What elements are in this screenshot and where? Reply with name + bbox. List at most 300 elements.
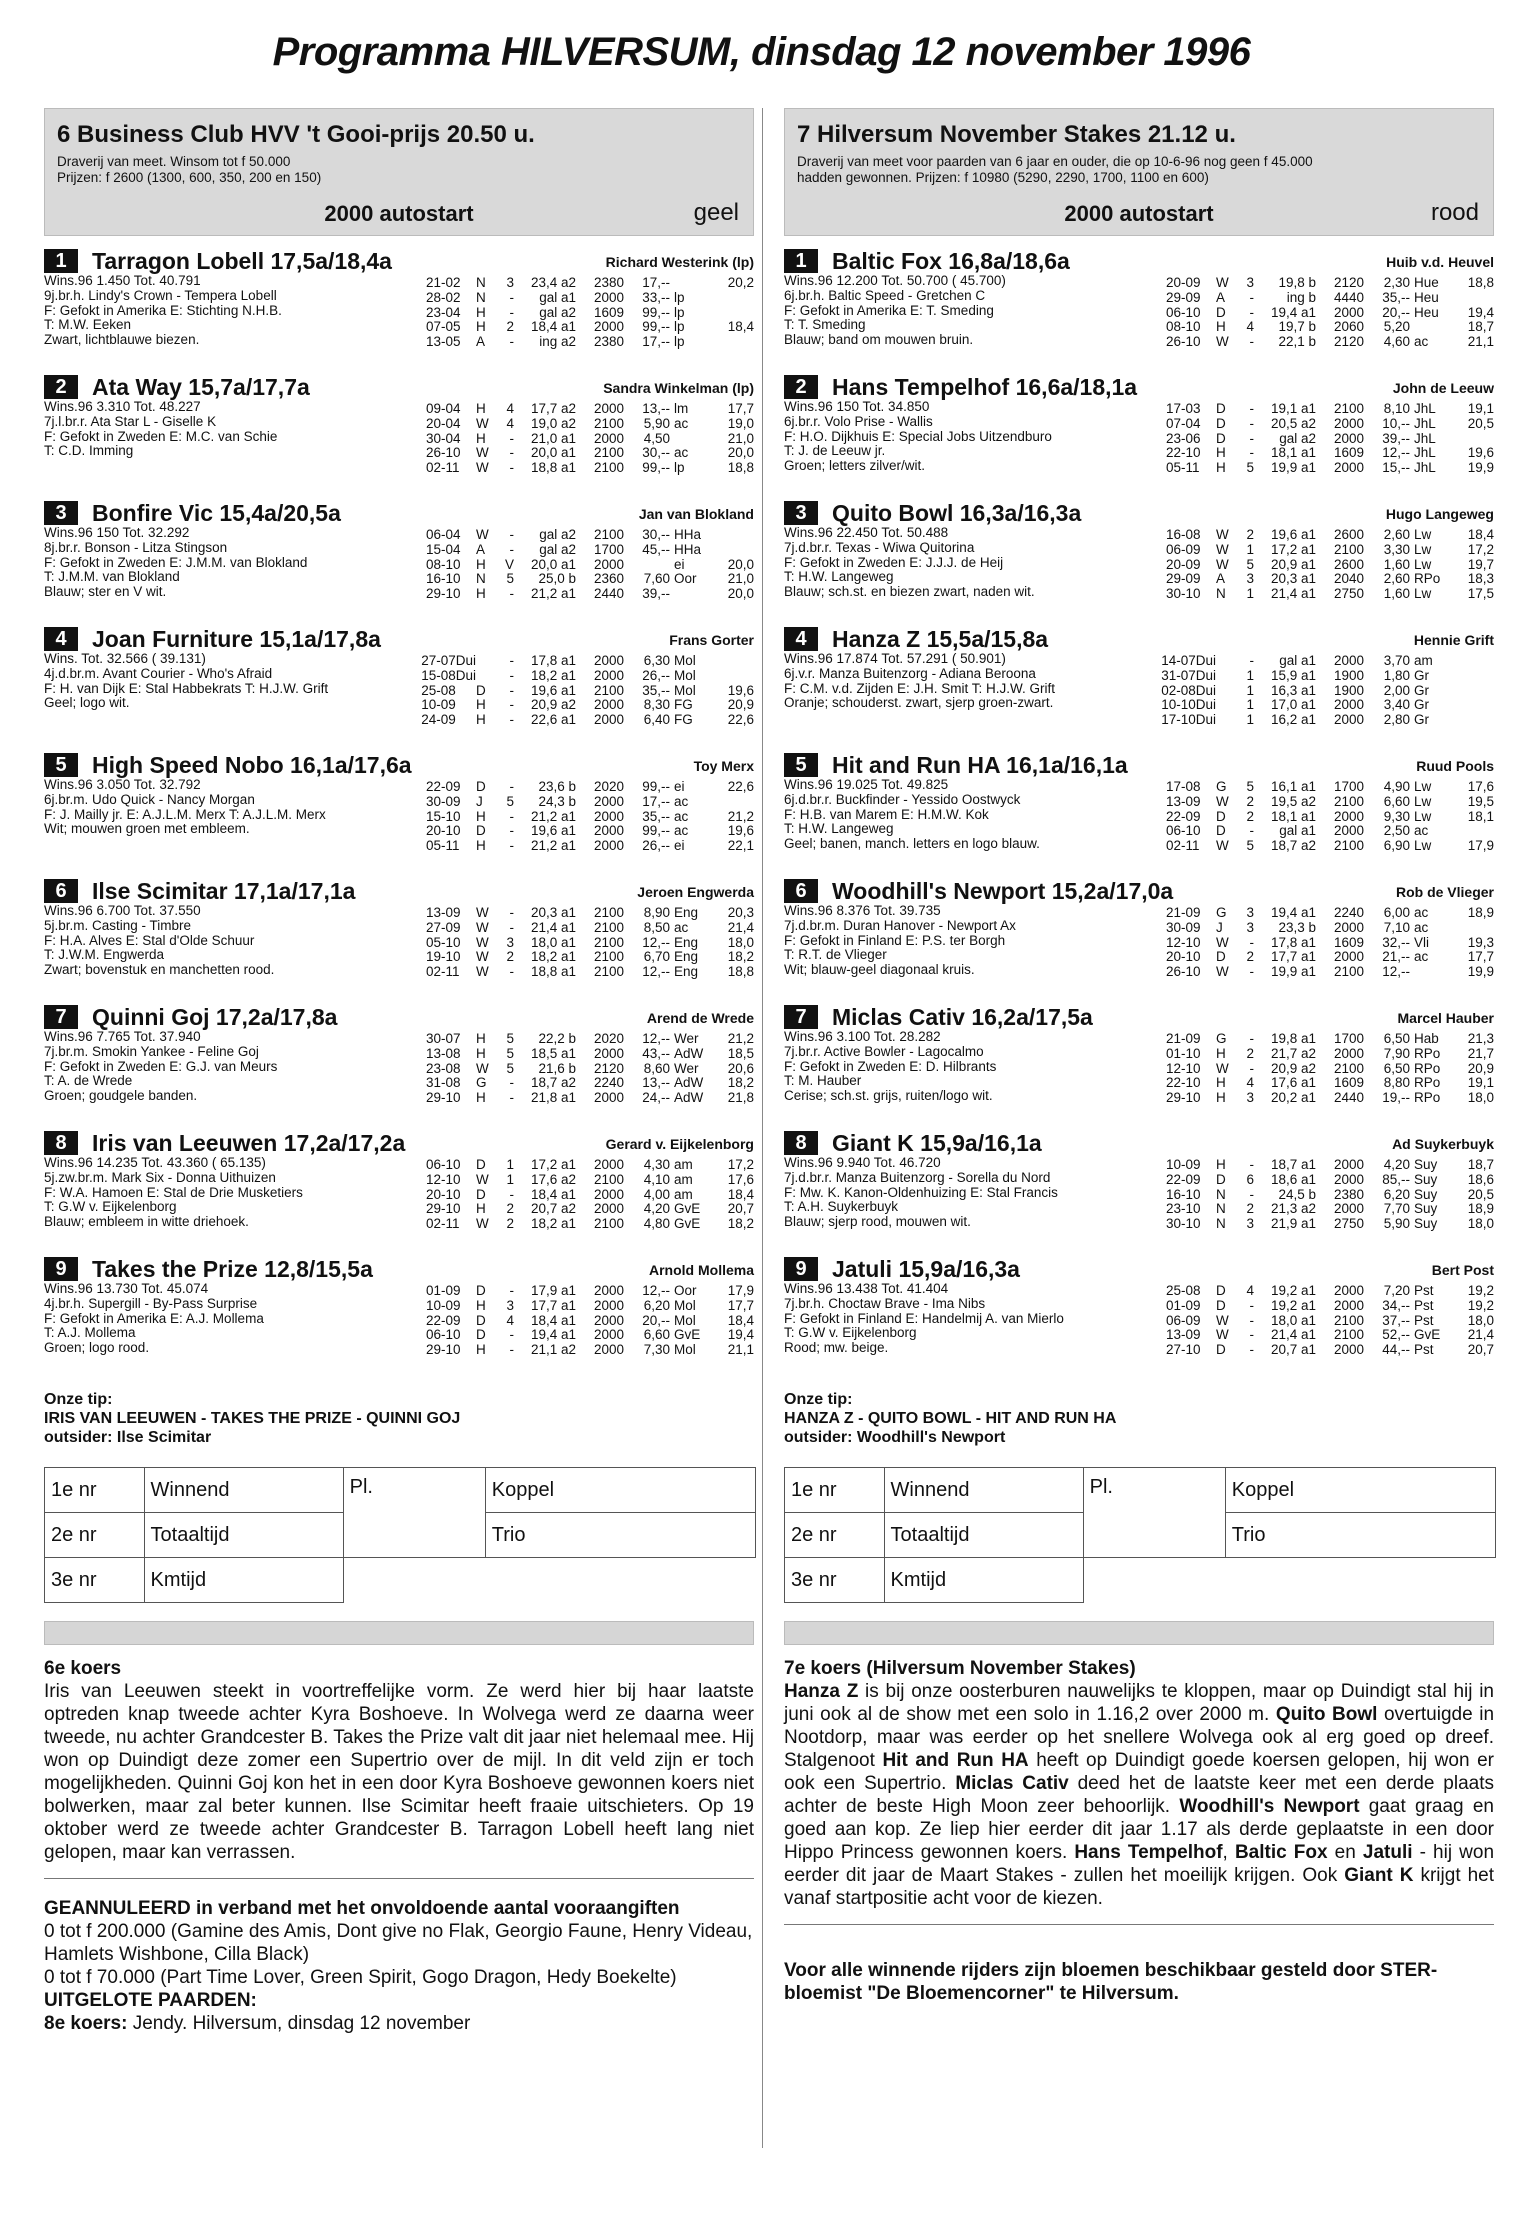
- race-conditions-line: hadden gewonnen. Prijzen: f 10980 (5290, 2290, 1700, 1100 en 600): [797, 170, 1209, 185]
- horse-info-line: 7j.d.br.m. Duran Hanover - Newport Ax: [784, 917, 1016, 933]
- run-cell: -: [1249, 823, 1254, 839]
- run-cell: W: [476, 1216, 489, 1232]
- trio-field[interactable]: Trio: [485, 1513, 755, 1558]
- result-form-table: [44, 1467, 756, 1603]
- horse-info-line: 6j.br.h. Baltic Speed - Gretchen C: [784, 287, 986, 303]
- race-color-label: geel: [693, 199, 739, 226]
- horse-name: Ata Way 15,7a/17,7a: [92, 374, 310, 400]
- run-cell: -: [509, 334, 514, 350]
- run-cell: 5,20: [1383, 319, 1410, 335]
- run-cell: Lw: [1414, 527, 1432, 542]
- commentary-horse-name: Hans Tempelhof: [1074, 1842, 1223, 1863]
- run-cell: 2120: [1333, 334, 1364, 350]
- run-cell: -: [509, 919, 514, 935]
- run-cell: [714, 669, 754, 684]
- run-cell: RPo: [1414, 1060, 1441, 1076]
- run-cell: 26-10: [1166, 964, 1201, 980]
- grey-stripe: [44, 1621, 754, 1645]
- run-cell: JhL: [1414, 401, 1436, 416]
- run-cell: lp: [674, 304, 685, 320]
- run-cell: 21,2: [727, 1031, 754, 1046]
- run-cell: 2: [1246, 808, 1254, 824]
- run-cell: 18,2 a1: [530, 667, 576, 683]
- run-cell: gal a2: [539, 527, 576, 542]
- horse-info-line: T: A.J. Mollema: [44, 1325, 136, 1341]
- run-cell: 21,2: [727, 808, 754, 824]
- run-cell: JhL: [1414, 415, 1436, 431]
- run-cell: [714, 528, 754, 543]
- run-cell: 17,6: [727, 1171, 754, 1187]
- run-cell: 2000: [593, 697, 624, 713]
- horse-name-row: [44, 1004, 754, 1030]
- run-cell: 21,4 a1: [1270, 1327, 1316, 1343]
- run-row: [1166, 1032, 1494, 1047]
- run-cell: 33,--: [642, 289, 670, 305]
- commentary-horse-name: Quito Bowl: [1275, 1704, 1378, 1725]
- run-cell: 17,9: [727, 1283, 754, 1298]
- koppel-field[interactable]: Koppel: [1225, 1468, 1495, 1513]
- run-cell: 19,4: [1467, 304, 1494, 320]
- horse-entry: [784, 626, 1494, 752]
- run-cell: 21-09: [1166, 1031, 1201, 1046]
- run-cell: 6: [1246, 1171, 1254, 1187]
- place-2-field[interactable]: 2e nr: [785, 1513, 885, 1558]
- run-cell: 20,2 a1: [1270, 1090, 1316, 1106]
- run-row: [426, 587, 754, 602]
- run-cell: RPo: [1414, 1090, 1441, 1106]
- run-cell: -: [509, 527, 514, 542]
- run-cell: 20,3 a1: [530, 905, 576, 920]
- run-cell: 12-10: [426, 1171, 461, 1187]
- column-divider: [762, 108, 763, 2148]
- run-row: [1166, 335, 1494, 350]
- run-cell: Mol: [674, 1297, 696, 1313]
- run-cell: 17,--: [642, 334, 670, 350]
- run-cell: 2440: [1333, 1090, 1364, 1106]
- run-cell: GvE: [674, 1327, 701, 1343]
- run-cell: 2040: [1333, 571, 1364, 587]
- commentary-segment: - hij won eerder dit jaar de Maart Stakes - zullen het moeilijk krijgen. Ook: [784, 1842, 1495, 1886]
- run-cell: Eng: [674, 934, 699, 950]
- run-cell: J: [1216, 919, 1223, 935]
- horse-name-row: [44, 500, 754, 526]
- horse-info-line: T: M. Hauber: [784, 1073, 862, 1089]
- run-cell: 29-10: [426, 1201, 461, 1217]
- run-cell: 2020: [593, 779, 624, 794]
- commentary-horse-name: Woodhill's Newport: [1179, 1796, 1360, 1817]
- run-row: [426, 810, 754, 825]
- horse-name: Quinni Goj 17,2a/17,8a: [92, 1004, 338, 1030]
- commentary-segment: is bij onze oosterburen nauwelijks te kloppen, maar op Duindigt stal hij in juni ook al de show met een solo in 1.16,2 over 2000 m.: [784, 1681, 1494, 1725]
- run-cell: 21,2 a1: [530, 808, 576, 824]
- winnend-field[interactable]: Winnend: [144, 1468, 343, 1513]
- run-cell: W: [1216, 934, 1229, 950]
- koppel-field[interactable]: Koppel: [485, 1468, 755, 1513]
- horse-info-line: Wins.96 22.450 Tot. 50.488: [784, 526, 949, 540]
- place-field[interactable]: Pl.: [343, 1468, 485, 1558]
- run-cell: 2000: [593, 1283, 624, 1298]
- run-row: [426, 1299, 754, 1314]
- race-conditions-line: Draverij van meet. Winsom tot f 50.000: [57, 154, 291, 169]
- run-cell: W: [476, 1171, 489, 1187]
- run-cell: gal a1: [1279, 823, 1316, 839]
- run-cell: 23-06: [1166, 430, 1201, 446]
- run-cell: lm: [674, 401, 689, 416]
- run-cell: 21,8 a1: [530, 1090, 576, 1106]
- run-cell: 21,2 a1: [530, 838, 576, 854]
- horse-entry: [784, 1256, 1494, 1382]
- run-cell: H: [1216, 1075, 1226, 1091]
- run-row: [1166, 543, 1494, 558]
- run-cell: 35,--: [642, 682, 670, 698]
- run-cell: 17,5: [1467, 586, 1494, 602]
- run-cell: 2000: [1333, 949, 1364, 965]
- horse-entry: [44, 500, 754, 626]
- horse-name: Baltic Fox 16,8a/18,6a: [832, 248, 1070, 274]
- run-cell: -: [1249, 445, 1254, 461]
- run-cell: -: [509, 445, 514, 461]
- start-number-badge: 8: [784, 1131, 818, 1155]
- recent-runs-table: [426, 402, 754, 476]
- run-cell: 20,7 a1: [1270, 1342, 1316, 1358]
- run-cell: 3: [1246, 1216, 1254, 1232]
- horse-name: High Speed Nobo 16,1a/17,6a: [92, 752, 412, 778]
- horse-info-line: 5j.br.m. Casting - Timbre: [44, 917, 192, 933]
- run-cell: 6,40: [643, 712, 670, 728]
- run-row: [1161, 669, 1494, 684]
- run-cell: 19,0: [727, 415, 754, 431]
- run-cell: 19,2: [1467, 1297, 1494, 1313]
- run-row: [426, 780, 754, 795]
- run-cell: W: [1216, 541, 1229, 557]
- run-cell: N: [1216, 1216, 1226, 1232]
- run-row: [426, 1284, 754, 1299]
- run-cell: G: [1216, 905, 1227, 920]
- horse-info-line: T: M.W. Eeken: [44, 317, 132, 333]
- run-cell: Lw: [1414, 586, 1432, 602]
- run-cell: 23,4 a2: [530, 275, 576, 290]
- run-cell: 20,6: [727, 1060, 754, 1076]
- run-row: [426, 1343, 754, 1358]
- horse-name: Hans Tempelhof 16,6a/18,1a: [832, 374, 1138, 400]
- run-row: [1166, 795, 1494, 810]
- run-cell: Gr: [1414, 712, 1429, 728]
- tip-text: IRIS VAN LEEUWEN - TAKES THE PRIZE - QUINNI GOJ: [44, 1410, 461, 1427]
- driver-name: Frans Gorter: [669, 632, 754, 648]
- run-row: [1166, 1217, 1494, 1232]
- run-cell: [476, 669, 500, 684]
- run-cell: 5,90: [643, 415, 670, 431]
- kmtijd-field[interactable]: Kmtijd: [144, 1558, 343, 1603]
- run-cell: W: [1216, 793, 1229, 809]
- horse-entry: [44, 752, 754, 878]
- run-cell: H: [1216, 445, 1226, 461]
- run-cell: 2000: [593, 667, 624, 683]
- place-1-field[interactable]: 1e nr: [785, 1468, 885, 1513]
- run-cell: 19,8 b: [1278, 275, 1316, 290]
- run-row: [421, 713, 754, 728]
- run-cell: -: [1249, 1327, 1254, 1343]
- horse-info-line: Wins.96 3.050 Tot. 32.792: [44, 778, 201, 792]
- winnend-field[interactable]: Winnend: [884, 1468, 1083, 1513]
- run-cell: 25-08: [421, 682, 456, 698]
- run-cell: 21,4 a1: [1270, 586, 1316, 602]
- run-cell: 9,30: [1383, 808, 1410, 824]
- run-row: [1161, 654, 1494, 669]
- run-cell: 07-05: [426, 319, 461, 335]
- horse-info-line: Cerise; sch.st. grijs, ruiten/logo wit.: [784, 1088, 993, 1104]
- run-cell: 4440: [1333, 289, 1364, 305]
- run-cell: 22-09: [1166, 1171, 1201, 1187]
- run-cell: [1216, 713, 1240, 728]
- run-cell: 23-08: [426, 1060, 461, 1076]
- run-cell: 2750: [1333, 1216, 1364, 1232]
- horse-info-line: Wit; mouwen groen met embleem.: [44, 821, 250, 837]
- run-cell: 2100: [1333, 1327, 1364, 1343]
- run-cell: 2100: [1333, 964, 1364, 980]
- run-cell: AdW: [674, 1090, 704, 1106]
- horse-entry: [44, 374, 754, 500]
- run-cell: 4: [1246, 1075, 1254, 1091]
- run-row: [426, 795, 754, 810]
- start-number-badge: 7: [44, 1005, 78, 1029]
- run-cell: 2,60: [1383, 527, 1410, 542]
- run-row: [426, 1328, 754, 1343]
- run-cell: ac: [674, 445, 689, 461]
- run-cell: 1: [1246, 682, 1254, 698]
- run-cell: W: [1216, 1327, 1229, 1343]
- run-cell: 2,50: [1383, 823, 1410, 839]
- run-row: [426, 572, 754, 587]
- place-1-field[interactable]: 1e nr: [45, 1468, 145, 1513]
- run-cell: 16,3 a1: [1270, 682, 1316, 698]
- recent-runs-table: [426, 1284, 754, 1358]
- place-field[interactable]: Pl.: [1083, 1468, 1225, 1558]
- run-cell: 2000: [1333, 415, 1364, 431]
- horse-entry: [784, 752, 1494, 878]
- horse-info-line: 8j.br.r. Bonson - Litza Stingson: [44, 539, 228, 555]
- run-cell: 22,1: [727, 838, 754, 854]
- run-cell: 16,1 a1: [1270, 779, 1316, 794]
- run-cell: 18,7: [1467, 1157, 1494, 1172]
- run-cell: 19,9: [1467, 460, 1494, 476]
- run-cell: 16-08: [1166, 527, 1201, 542]
- run-row: [1166, 1188, 1494, 1203]
- run-cell: 18,0: [1467, 1216, 1494, 1232]
- run-cell: 01-09: [1166, 1297, 1201, 1313]
- run-cell: gal a1: [539, 289, 576, 305]
- run-cell: 21-02: [426, 275, 461, 290]
- run-cell: gal a1: [1279, 653, 1316, 668]
- run-row: [1161, 698, 1494, 713]
- run-cell: 19,2 a1: [1270, 1283, 1316, 1298]
- run-cell: 19,3: [1467, 934, 1494, 950]
- horse-info-line: 9j.br.h. Lindy's Crown - Tempera Lobell: [44, 287, 277, 303]
- horse-info: [44, 526, 389, 600]
- run-cell: 2380: [593, 275, 624, 290]
- run-cell: 10-10Dui: [1161, 697, 1216, 713]
- run-cell: D: [1216, 415, 1226, 431]
- run-cell: 4,00: [643, 1186, 670, 1202]
- run-cell: 23-04: [426, 304, 461, 320]
- run-cell: W: [476, 1060, 489, 1076]
- run-cell: -: [1249, 1342, 1254, 1358]
- run-cell: A: [476, 541, 486, 557]
- run-cell: 19,2: [1467, 1283, 1494, 1298]
- flowers-notice: Voor alle winnende rijders zijn bloemen beschikbaar gesteld door STER-bloemist "De Bloemencorner" te Hilversum.: [784, 1960, 1438, 2004]
- run-cell: H: [476, 1090, 486, 1106]
- run-cell: 18,6 a1: [1270, 1171, 1316, 1187]
- run-cell: D: [476, 682, 486, 698]
- run-row: [1166, 306, 1494, 321]
- run-row: [1166, 1343, 1494, 1358]
- run-cell: Lw: [1414, 541, 1432, 557]
- run-cell: W: [1216, 1312, 1229, 1328]
- run-cell: 29-09: [1166, 571, 1201, 587]
- horse-details: [44, 778, 754, 878]
- run-cell: 18,8: [727, 460, 754, 476]
- run-cell: GvE: [674, 1201, 701, 1217]
- run-cell: 17,7: [1467, 949, 1494, 965]
- run-cell: Pst: [1414, 1312, 1434, 1328]
- horse-info-line: Wit; blauw-geel diagonaal kruis.: [784, 962, 975, 978]
- run-row: [1166, 1328, 1494, 1343]
- run-cell: D: [476, 1186, 486, 1202]
- run-cell: 2000: [593, 289, 624, 305]
- run-cell: 2: [1246, 1201, 1254, 1217]
- horse-info: [44, 274, 389, 348]
- run-cell: 18,8: [727, 964, 754, 980]
- run-cell: ac: [1414, 905, 1429, 920]
- trio-field[interactable]: Trio: [1225, 1513, 1495, 1558]
- run-cell: D: [476, 1327, 486, 1343]
- run-cell: FG: [674, 697, 693, 713]
- tip-text: HANZA Z - QUITO BOWL - HIT AND RUN HA: [784, 1410, 1117, 1427]
- run-cell: Wer: [674, 1060, 699, 1076]
- run-cell: 10-09: [426, 1297, 461, 1313]
- totaaltijd-field[interactable]: Totaaltijd: [884, 1513, 1083, 1558]
- run-cell: D: [1216, 1297, 1226, 1313]
- run-cell: 28-02: [426, 289, 461, 305]
- kmtijd-field[interactable]: Kmtijd: [884, 1558, 1083, 1603]
- run-cell: H: [476, 1342, 486, 1358]
- run-cell: 4: [506, 401, 514, 416]
- run-cell: RPo: [1414, 1075, 1441, 1091]
- run-cell: 19,6: [1467, 445, 1494, 461]
- run-cell: 16,2 a1: [1270, 712, 1316, 728]
- run-cell: 17,9 a1: [530, 1283, 576, 1298]
- recent-runs-table: [426, 528, 754, 602]
- run-cell: 2100: [1333, 838, 1364, 854]
- run-cell: ing b: [1286, 289, 1316, 305]
- totaaltijd-field[interactable]: Totaaltijd: [144, 1513, 343, 1558]
- run-cell: 6,20: [643, 1297, 670, 1313]
- horse-info-line: Rood; mw. beige.: [784, 1340, 889, 1356]
- run-cell: 20,5: [1467, 1186, 1494, 1202]
- horse-list: [44, 248, 754, 1382]
- run-cell: 08-10: [1166, 319, 1201, 335]
- run-cell: Hue: [1414, 275, 1439, 290]
- horse-details: [784, 274, 1494, 374]
- run-cell: H: [476, 556, 486, 572]
- place-2-field[interactable]: 2e nr: [45, 1513, 145, 1558]
- place-3-field[interactable]: 3e nr: [785, 1558, 885, 1603]
- commentary-segment: gaat graag en goed aan kop. Ze liep hier eerder dit jaar 1.17 als derde geplaatste in een door Hippo Princess gewonnen koers.: [784, 1796, 1494, 1863]
- run-cell: H: [476, 430, 486, 446]
- run-cell: 24,--: [642, 1090, 670, 1106]
- commentary-heading: 7e koers (Hilversum November Stakes): [784, 1658, 1136, 1679]
- run-cell: ac: [674, 793, 689, 809]
- run-cell: 09-04: [426, 401, 461, 416]
- run-cell: 4,90: [1383, 779, 1410, 794]
- run-cell: W: [476, 949, 489, 965]
- run-cell: 3: [1246, 905, 1254, 920]
- run-cell: 20,9 a1: [1270, 556, 1316, 572]
- run-cell: D: [476, 779, 486, 794]
- tip-label: Onze tip:: [784, 1391, 853, 1408]
- run-cell: -: [1249, 1031, 1254, 1046]
- run-row: [426, 1047, 754, 1062]
- run-cell: 3: [1246, 571, 1254, 587]
- run-cell: Oor: [674, 571, 697, 587]
- commentary-segment: overtuigde in Nootdorp, maar was eerder op het snellere Wolvega ook al erg goed op dreef. Stalgenoot: [784, 1704, 1495, 1771]
- run-cell: -: [509, 1090, 514, 1106]
- run-cell: -: [509, 460, 514, 476]
- run-cell: ac: [674, 808, 689, 824]
- run-cell: 18,4: [727, 1186, 754, 1202]
- run-cell: 20-10: [426, 1186, 461, 1202]
- run-cell: 1: [1246, 697, 1254, 713]
- horse-name: Joan Furniture 15,1a/17,8a: [92, 626, 381, 652]
- run-cell: 30-07: [426, 1031, 461, 1046]
- place-3-field[interactable]: 3e nr: [45, 1558, 145, 1603]
- run-cell: 12-10: [1166, 934, 1201, 950]
- run-cell: 17,7 a2: [530, 401, 576, 416]
- run-cell: ac: [674, 415, 689, 431]
- run-row: [426, 950, 754, 965]
- recent-runs-table: [426, 276, 754, 350]
- run-cell: 20-04: [426, 415, 461, 431]
- run-cell: 22-09: [1166, 808, 1201, 824]
- horse-entry: [784, 878, 1494, 1004]
- run-cell: Suy: [1414, 1186, 1438, 1202]
- run-cell: [714, 654, 754, 669]
- run-cell: [1454, 654, 1494, 669]
- run-cell: Wer: [674, 1031, 699, 1046]
- run-cell: 22,1 b: [1278, 334, 1316, 350]
- run-cell: 2100: [593, 919, 624, 935]
- race-conditions-line: Draverij van meet voor paarden van 6 jaar en ouder, die op 10-6-96 nog geen f 45.000: [797, 154, 1313, 169]
- run-cell: -: [509, 430, 514, 446]
- run-row: [426, 320, 754, 335]
- run-cell: 20,0 a1: [530, 445, 576, 461]
- run-cell: 02-11: [426, 964, 460, 980]
- run-cell: 21,4 a1: [530, 919, 576, 935]
- run-cell: 13-05: [426, 334, 461, 350]
- run-cell: 2100: [593, 1171, 624, 1187]
- run-cell: 2240: [593, 1075, 624, 1091]
- run-cell: 2: [506, 949, 514, 965]
- drawn-horses-heading: UITGELOTE PAARDEN:: [44, 1990, 257, 2011]
- run-cell: 01-10: [1166, 1045, 1201, 1061]
- run-cell: 18,4 a1: [530, 1186, 576, 1202]
- horse-info-line: Wins.96 3.100 Tot. 28.282: [784, 1030, 941, 1044]
- run-cell: Suy: [1414, 1216, 1438, 1232]
- horse-name: Takes the Prize 12,8/15,5a: [92, 1256, 373, 1282]
- run-cell: -: [509, 1327, 514, 1343]
- run-cell: 18,0: [727, 934, 754, 950]
- start-number-badge: 7: [784, 1005, 818, 1029]
